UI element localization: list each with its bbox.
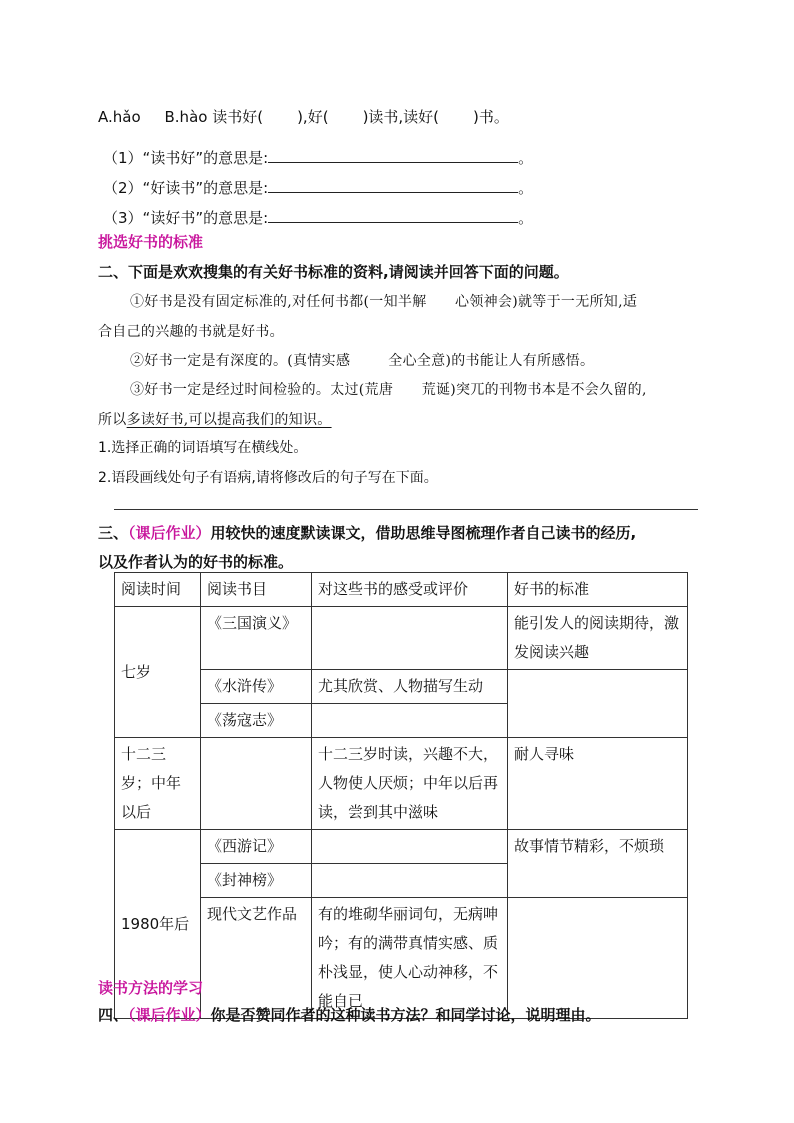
header-cell: 阅读时间 (115, 573, 201, 607)
q2-paragraph-1-cont: 合自己的兴趣的书就是好书。 (98, 324, 284, 340)
standard-cell-empty[interactable] (508, 898, 688, 1019)
q1-options-line: A.hǎo B.hào 读书好( ),好( )读书,读好( )书。 (98, 108, 509, 126)
section-heading-reading-methods: 读书方法的学习 (98, 979, 204, 997)
q4-title: 四、（课后作业）你是否赞同作者的这种读书方法？和同学讨论，说明理由。 (98, 1006, 601, 1024)
book-cell: 《封神榜》 (201, 864, 312, 898)
homework-tag: （课后作业） (128, 524, 211, 542)
q2-paragraph-2: ②好书一定是有深度的。(真情实感 全心全意)的书能让人有所感悟。 (130, 353, 595, 369)
answer-line[interactable] (268, 222, 518, 223)
header-cell: 阅读书目 (201, 573, 312, 607)
table-row (115, 830, 688, 864)
answer-line[interactable] (268, 192, 518, 193)
standard-cell-empty[interactable] (508, 670, 688, 738)
table-row (115, 607, 688, 670)
book-cell: 《三国演义》 (201, 607, 312, 670)
book-cell: 《西游记》 (201, 830, 312, 864)
table-header-row (115, 573, 688, 607)
answer-line[interactable] (268, 162, 518, 163)
q2-paragraph-1: ①好书是没有固定标准的,对任何书都(一知半解 心领神会)就等于一无所知,适 (130, 294, 638, 310)
q2-title: 二、下面是欢欢搜集的有关好书标准的资料,请阅读并回答下面的问题。 (98, 263, 569, 281)
eval-cell-empty[interactable] (312, 830, 508, 864)
eval-cell: 尤其欣赏、人物描写生动 (312, 670, 508, 704)
option-a: A.hǎo (98, 108, 141, 126)
book-cell: 《荡寇志》 (201, 704, 312, 738)
eval-cell: 十二三岁时读，兴趣不大，人物使人厌烦；中年以后再读，尝到其中滋味 (312, 738, 508, 830)
time-cell: 七岁 (115, 607, 201, 738)
q3-title-line-2: 以及作者认为的好书的标准。 (98, 553, 294, 571)
q2-task-2: 2.语段画线处句子有语病,请将修改后的句子写在下面。 (98, 470, 438, 486)
q3-title-line-1: 三、（课后作业）用较快的速度默读课文，借助思维导图梳理作者自己读书的经历, (98, 524, 637, 542)
section-heading-choose-books: 挑选好书的标准 (98, 233, 204, 251)
q1-answer-line-3: （3）“读好书”的意思是: 。 (103, 209, 534, 227)
eval-cell-empty[interactable] (312, 607, 508, 670)
standard-cell: 能引发人的阅读期待，激发阅读兴趣 (508, 607, 688, 670)
reading-table (114, 572, 688, 1019)
q2-task-1: 1.选择正确的词语填写在横线处。 (98, 440, 308, 456)
standard-cell: 耐人寻味 (508, 738, 688, 830)
eval-cell: 有的堆砌华丽词句，无病呻吟；有的满带真情实感、质朴浅显，使人心动神移，不能自已 (312, 898, 508, 1019)
book-cell: 现代文艺作品 (201, 898, 312, 1019)
table-row (115, 898, 688, 1019)
q2-paragraph-3-cont: 所以多读好书,可以提高我们的知识。 (98, 412, 332, 428)
table-row (115, 738, 688, 830)
header-cell: 好书的标准 (508, 573, 688, 607)
underlined-sentence: 多读好书,可以提高我们的知识。 (126, 412, 332, 428)
standard-cell: 故事情节精彩，不烦琐 (508, 830, 688, 898)
homework-tag: （课后作业） (128, 1006, 211, 1024)
header-cell: 对这些书的感受或评价 (312, 573, 508, 607)
table-row (115, 670, 688, 704)
eval-cell-empty[interactable] (312, 864, 508, 898)
book-cell: 《水浒传》 (201, 670, 312, 704)
book-cell-empty[interactable] (201, 738, 312, 830)
eval-cell-empty[interactable] (312, 704, 508, 738)
time-cell: 1980年后 (115, 830, 201, 1019)
time-cell: 十二三岁；中年以后 (115, 738, 201, 830)
q2-answer-line[interactable] (114, 509, 698, 510)
option-b: B.hào (164, 108, 208, 126)
q1-answer-line-2: （2）“好读书”的意思是: 。 (103, 179, 534, 197)
q1-answer-line-1: （1）“读书好”的意思是: 。 (103, 149, 534, 167)
q2-paragraph-3: ③好书一定是经过时间检验的。太过(荒唐 荒诞)突兀的刊物书本是不会久留的, (130, 382, 647, 398)
